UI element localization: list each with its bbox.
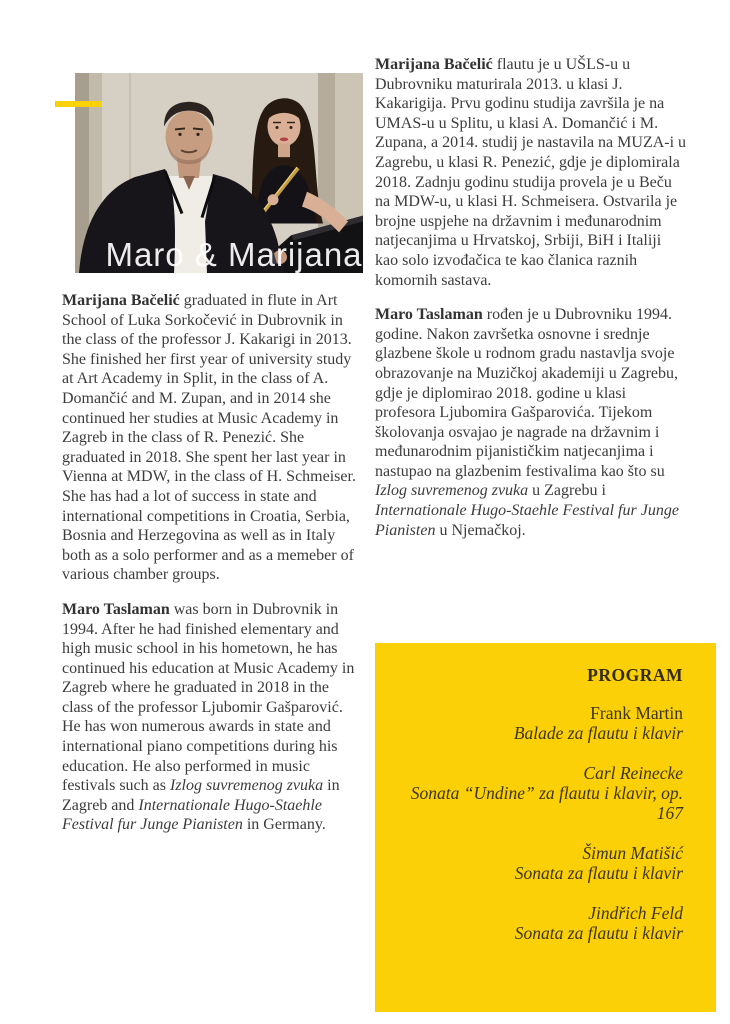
composer-name: Frank Martin — [590, 703, 683, 723]
program-entry-jindrich-feld — [395, 903, 683, 943]
bio-marijana-english-text: graduated in flute in Art School of Luka Sorkočević in Dubrovnik in the class of the professor J. Kakarigi in 2013. She finished her first year of university study at Art Academy in Split, in the class of A. Domančić and M. Zupan, and in 2014 she continued her studies at Music Academy in Zagreb in the class of R. Penezić. She graduated in 2018. She spent her last year in Vienna at MDW, in the class of H. Schmeiser. She has had a lot of success in state and international competitions in Croatia, Serbia, Bosnia and Herzegovina as well as in Italy both as a solo performer and as a memeber of various chamber groups. — [62, 292, 356, 584]
bio-maro-croatian-text: u Njemačkoj. — [435, 521, 526, 539]
bio-marijana-croatian-text: flautu je u UŠLS-u u Dubrovniku maturirala 2013. u klasi J. Kakarigija. Prvu godinu studija završila je na UMAS-u u Splitu, u klasi A. Domančić i M. Zupana, a 2014. studij je nastavila na MUZA-i u Zagrebu, u klasi R. Penezić, gdje je diplomirala 2018. Zadnju godinu studija provela je u Beču na MDW-u, u klasi H. Schmeisera. Ostvarila je brojne uspjehe na državnim i međunarodnim natjecanjima u Hrvatskoj, Srbiji, BiH i Italiji kao solo izvođačica te kao članica raznih komornih sastava. — [375, 56, 687, 289]
bio-column-croatian — [375, 55, 687, 555]
program-entry-simun-matisic — [395, 843, 683, 883]
festival-name-hugo-staehle: Internationale Hugo-Staehle Festival fur Junge Pianisten — [375, 502, 679, 539]
piece-title: Balade za flautu i klavir — [513, 723, 683, 743]
piece-title: Sonata za flautu i klavir — [514, 863, 683, 883]
program-entry-frank-martin — [395, 703, 683, 743]
bio-maro-english — [62, 600, 363, 835]
piece-title: Sonata “Undine” za flautu i klavir, op. 167 — [410, 783, 683, 823]
composer-name: Šimun Matišić — [582, 843, 683, 863]
piece-title: Sonata za flautu i klavir — [514, 923, 683, 943]
program-title: PROGRAM — [587, 665, 683, 685]
festival-name-hugo-staehle: Internationale Hugo-Staehle Festival fur Junge Pianisten — [62, 796, 322, 834]
festival-name-izlog: Izlog suvremenog zvuka — [375, 482, 529, 500]
bio-marijana-english-name: Marijana Bačelić — [62, 292, 180, 309]
bio-column-english — [62, 291, 363, 850]
bio-maro-croatian-name: Maro Taslaman — [375, 306, 483, 324]
bio-maro-english-name: Maro Taslaman — [62, 600, 170, 618]
bio-maro-english-text: was born in Dubrovnik in 1994. After he had finished elementary and high music school in his hometown, he has continued his education at Music Academy in Zagreb where he graduated in 2018 in the class of the professor Ljubomir Gašparović. He has won numerous awards in state and international piano competitions during his education. He also performed in music festivals such as — [62, 600, 355, 795]
bio-marijana-english — [62, 291, 363, 585]
bio-maro-english-text: in Germany. — [242, 816, 326, 834]
photo-caption: Maro & Marijana — [105, 236, 363, 273]
bio-maro-croatian-text: rođen je u Dubrovniku 1994. godine. Nakon završetka osnovne i srednje glazbene škole u rodnom gradu nastavlja svoje obrazovanje na Muzičkoj akademiji u Zagrebu, gdje je diplomirao 2018. godine u klasi profesora Ljubomira Gašparovića. Tijekom školovanja osvajao je nagrade na državnim i međunarodnim pijanističkim natjecanjima i nastupao na glazbenim festivalima kao što su — [375, 306, 678, 480]
bio-marijana-croatian-name: Marijana Bačelić — [375, 56, 493, 73]
composer-name: Jindřich Feld — [588, 903, 683, 923]
bio-maro-english-text: in Zagreb and — [62, 777, 340, 814]
bio-maro-croatian-text: u Zagrebu i — [528, 482, 606, 500]
bio-maro-croatian — [375, 305, 687, 540]
composer-name: Carl Reinecke — [583, 763, 683, 783]
program-box — [375, 643, 716, 1012]
festival-name-izlog: Izlog suvremenog zvuka — [169, 777, 324, 795]
yellow-accent-bar — [55, 101, 102, 107]
duo-photo — [75, 73, 363, 273]
program-entry-carl-reinecke — [395, 763, 683, 823]
bio-marijana-croatian — [375, 55, 687, 290]
